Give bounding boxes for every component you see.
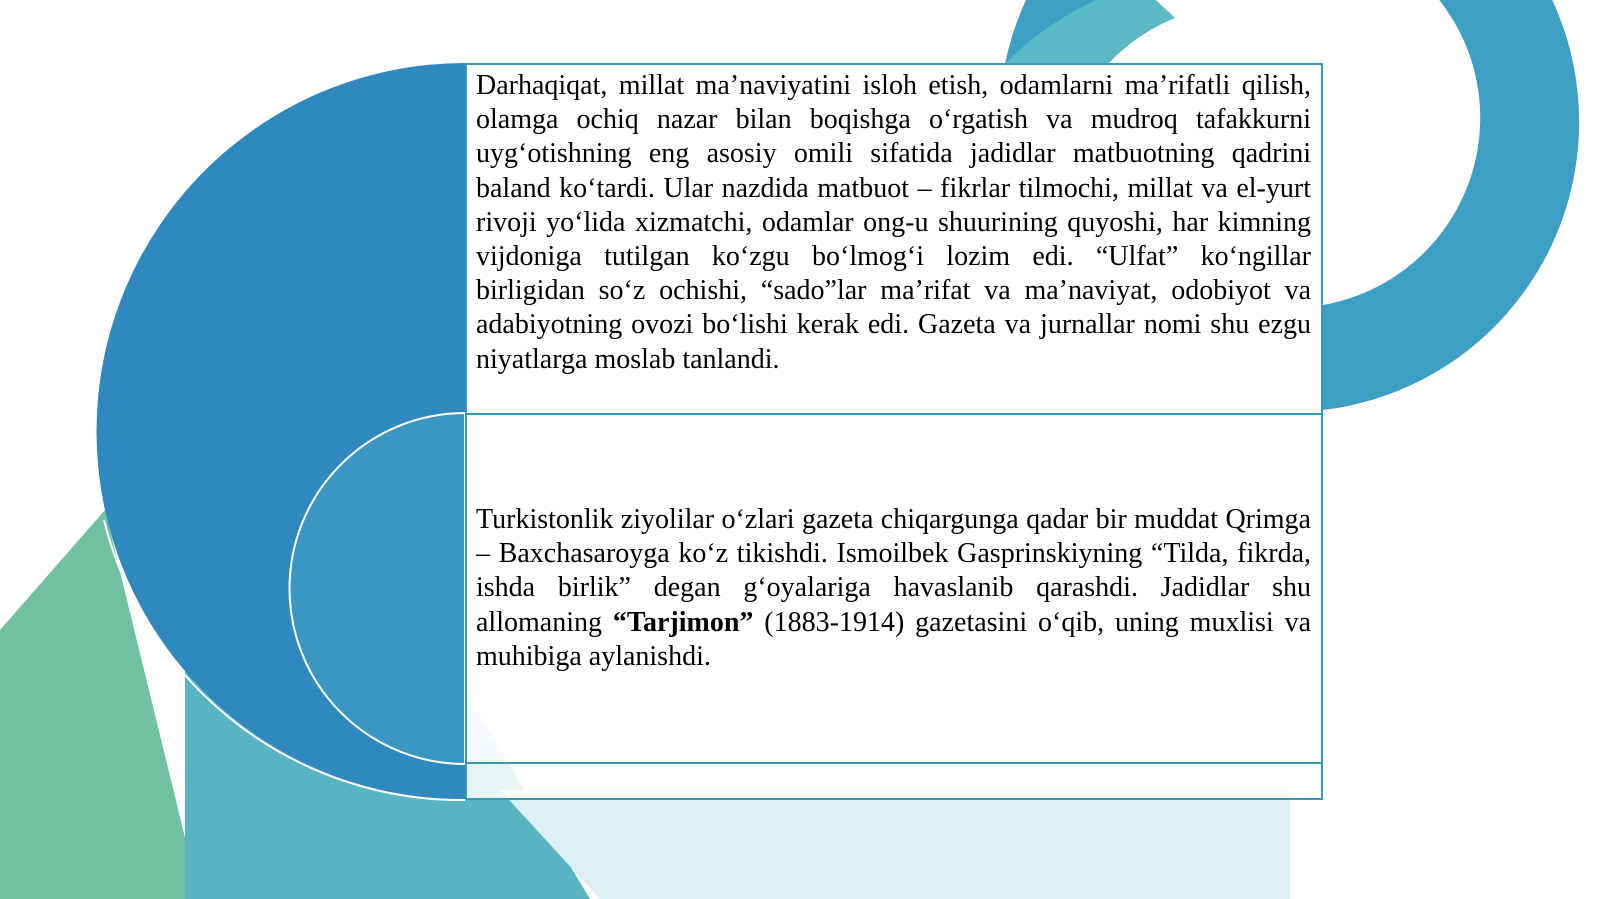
paragraph-2-text-before: Turkistonlik ziyolilar o‘zlari gazeta chiqargunga qadar bir muddat Qrimga – Baxchasaroyga ko‘z tikishdi. Ismoilbek Gasprinskiyning “Tilda, fikrda, ishda birlik” degan g‘oyalariga havaslanib qarashdi. Jadidlar shu allomaning — [476, 503, 1311, 638]
text-panel-middle — [465, 413, 1323, 764]
empty-panel-bottom — [465, 762, 1323, 800]
paragraph-turkistan-intellectuals — [467, 503, 1321, 674]
text-panel-top — [465, 63, 1323, 415]
paragraph-jadid-press: Darhaqiqat, millat ma’naviyatini isloh etish, odamlarni ma’rifatli qilish, olamga ochiq nazar bilan boqishga o‘rgatish va mudroq tafakkurni uyg‘otishning eng asosiy omili sifatida jadidlar matbuotning qadrini baland ko‘tardi. Ular nazdida matbuot – fikrlar tilmochi, millat va el-yurt rivoji yo‘lida xizmatchi, odamlar ong-u shuurining quyoshi, har kimning vijdoniga tutilgan ko‘zgu bo‘lmog‘i lozim edi. “Ulfat” ko‘ngillar birligidan so‘z ochishi, “sado”lar ma’rifat va ma’naviyat, odobiyot va adabiyotning ovozi bo‘lishi kerak edi. Gazeta va jurnallar nomi shu ezgu niyatlarga moslab tanlandi. — [476, 70, 1311, 375]
light-wave-shape — [500, 790, 1290, 899]
newspaper-title-bold: “Tarjimon” — [612, 606, 754, 638]
paragraph-2-text-after: (1883-1914) gazetasini o‘qib, uning muxlisi va muhibiga aylanishdi. — [476, 606, 1311, 672]
